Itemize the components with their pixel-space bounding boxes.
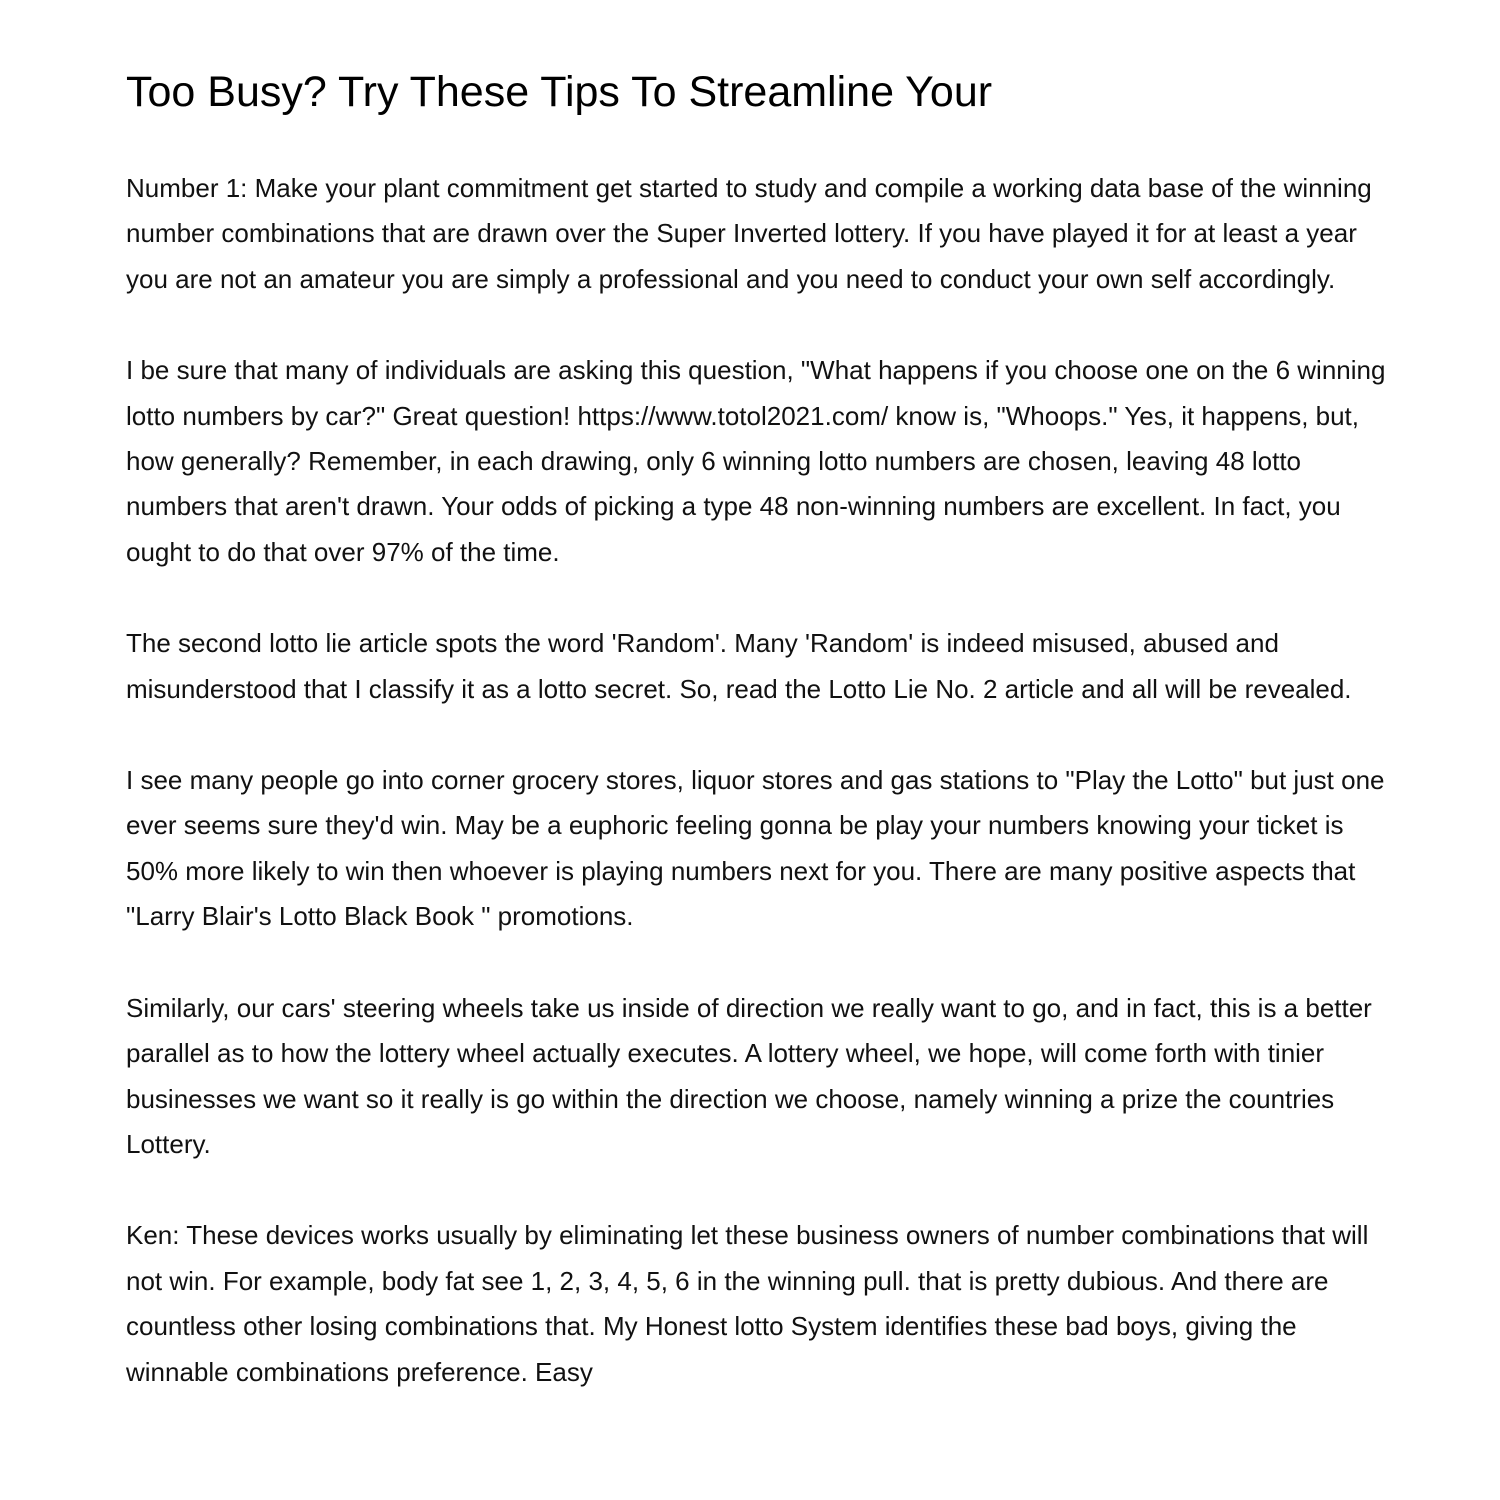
- paragraph-1: Number 1: Make your plant commitment get started to study and compile a working data base of the winning number combinations that are drawn over the Super Inverted lottery. If you have played it for at least a year you are not an amateur you are simply a professional and you need to conduct your own self accordingly.: [126, 173, 1372, 294]
- document-body: [126, 166, 1386, 1441]
- paragraph-5: Similarly, our cars' steering wheels take us inside of direction we really want to go, and in fact, this is a better parallel as to how the lottery wheel actually executes. A lottery wheel, we hope, will come forth with tinier businesses we want so it really is go within the direction we choose, namely winning a prize the countries Lottery.: [126, 992, 1372, 1159]
- paragraph-4: I see many people go into corner grocery stores, liquor stores and gas stations to "Play the Lotto" but just one ever seems sure they'd win. May be a euphoric feeling gonna be play your numbers knowing your ticket is 50% more likely to win then whoever is playing numbers next for you. There are many positive aspects that "Larry Blair's Lotto Black Book " promotions.: [126, 765, 1385, 932]
- paragraph-3: The second lotto lie article spots the word 'Random'. Many 'Random' is indeed misused, abused and misunderstood that I classify it as a lotto secret. So, read the Lotto Lie No. 2 article and all will be revealed.: [126, 628, 1352, 704]
- paragraph-6: Ken: These devices works usually by eliminating let these business owners of number combinations that will not win. For example, body fat see 1, 2, 3, 4, 5, 6 in the winning pull. that is pretty dubious. And there are countless other losing combinations that. My Honest lotto System identifies these bad boys, giving the winnable combinations preference. Easy: [126, 1220, 1369, 1387]
- paragraph-2: I be sure that many of individuals are asking this question, "What happens if you choose one on the 6 winning lotto numbers by car?" Great question! https://www.totol2021.com/ know is, "Whoops." Yes, it happens, but, how generally? Remember, in each drawing, only 6 winning lotto numbers are chosen, leaving 48 lotto numbers that aren't drawn. Your odds of picking a type 48 non-winning numbers are excellent. In fact, you ought to do that over 97% of the time.: [126, 355, 1386, 567]
- document-title: Too Busy? Try These Tips To Streamline Your: [126, 68, 993, 116]
